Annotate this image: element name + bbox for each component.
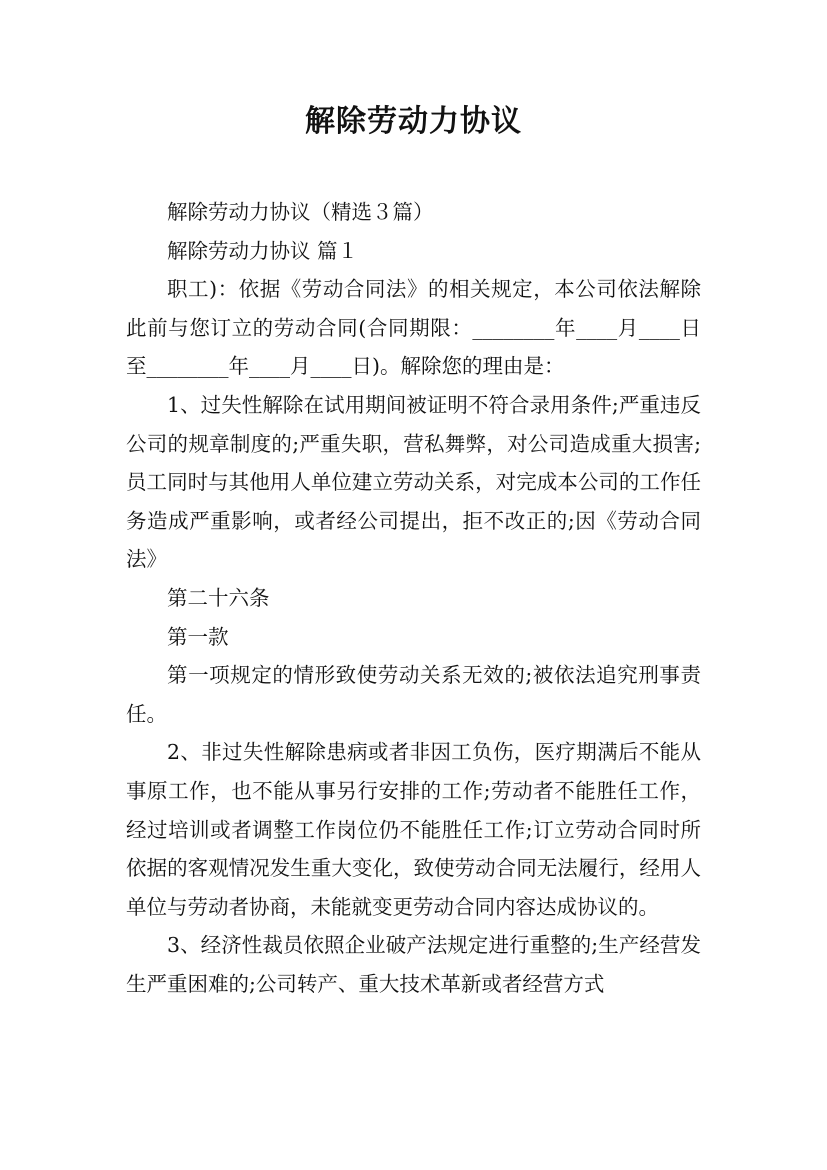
paragraph-reason-1: 1、过失性解除在试用期间被证明不符合录用条件;严重违反公司的规章制度的;严重失职，营私舞弊，对公司造成重大损害;员工同时与其他用人单位建立劳动关系，对完成本公司的工作任务造成严重影响，或者经公司提出，拒不改正的;因《劳动合同法》	[126, 392, 701, 572]
paragraph-reason-2: 2、非过失性解除患病或者非因工负伤，医疗期满后不能从事原工作，也不能从事另行安排的工作;劳动者不能胜任工作，经过培训或者调整工作岗位仍不能胜任工作;订立劳动合同时所依据的客观情况发生重大变化，致使劳动合同无法履行，经用人单位与劳动者协商，未能就变更劳动合同内容达成协议的。	[126, 740, 701, 919]
paragraph-subtitle: 解除劳动力协议（精选３篇）	[167, 200, 434, 224]
document-title: 解除劳动力协议	[305, 104, 522, 139]
paragraph-notice: 职工)：依据《劳动合同法》的相关规定，本公司依法解除此前与您订立的劳动合同(合同期限：________年____月____日至________年____月____日)。解除您的理由是：	[126, 277, 701, 379]
document-body	[126, 193, 701, 1003]
paragraph-article: 第二十六条	[167, 585, 270, 610]
paragraph-reason-3: 3、经济性裁员依照企业破产法规定进行重整的;生产经营发生严重困难的;公司转产、重大技术革新或者经营方式	[126, 933, 701, 996]
paragraph-clause: 第一款	[167, 624, 229, 649]
paragraph-item: 第一项规定的情形致使劳动关系无效的;被依法追究刑事责任。	[126, 663, 701, 726]
paragraph-section-heading: 解除劳动力协议 篇１	[167, 238, 359, 263]
